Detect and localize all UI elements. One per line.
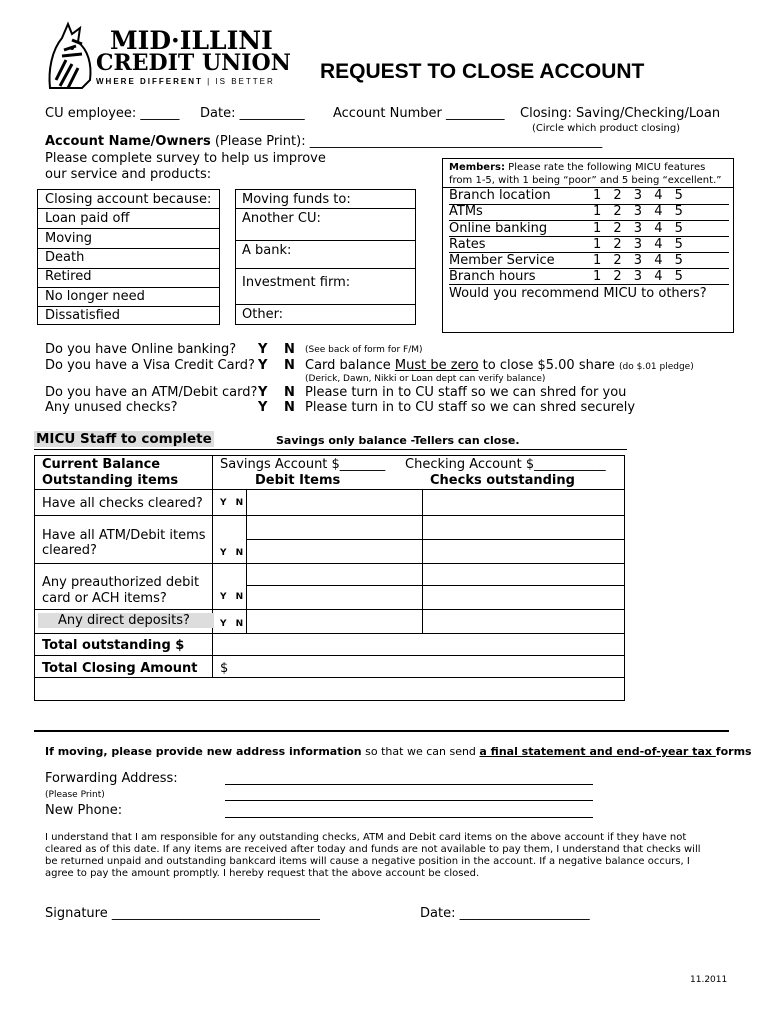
atm-debit-cleared-label1: Have all ATM/Debit items	[42, 528, 206, 543]
moving-note-mid: so that we can send	[361, 745, 480, 758]
date-field[interactable]: Date: __________	[200, 106, 305, 121]
total-closing-dollar[interactable]: $	[220, 661, 229, 676]
moving-funds-header: Moving funds to:	[242, 192, 351, 207]
account-name-label: Account Name/Owners	[45, 134, 211, 149]
account-name-print: (Please Print): _____________________________________________	[210, 134, 603, 149]
reason-moving[interactable]: Moving	[45, 231, 92, 246]
rate-member-service-label: Member Service	[449, 253, 555, 268]
funds-other[interactable]: Other:	[242, 307, 284, 322]
account-number-field[interactable]: Account Number _________	[333, 106, 505, 121]
ratings-members-label: Members:	[449, 162, 505, 173]
logo-name-line1: MID·ILLINI	[110, 26, 273, 55]
checks-cleared-yn[interactable]: Y N	[220, 498, 247, 508]
forwarding-address-line2[interactable]	[225, 786, 593, 801]
logo-tagline-left: WHERE DIFFERENT	[96, 77, 203, 86]
q-online-banking-yn[interactable]: Y N	[258, 342, 295, 357]
ratings-intro-text: Please rate the following MICU features	[504, 162, 706, 173]
please-print-note: (Please Print)	[45, 790, 105, 800]
survey-intro-line1: Please complete survey to help us improve	[45, 151, 326, 166]
card-balance-zero: Must be zero	[394, 358, 479, 373]
rate-rates-scale[interactable]: 1 2 3 4 5	[593, 237, 683, 252]
q-visa-card: Do you have a Visa Credit Card?	[45, 358, 255, 373]
q-atm-debit-note: Please turn in to CU staff so we can shred for you	[305, 385, 627, 400]
q-unused-checks: Any unused checks?	[45, 400, 178, 415]
funds-bank[interactable]: A bank:	[242, 243, 292, 258]
rate-branch-location-scale[interactable]: 1 2 3 4 5	[593, 188, 683, 203]
reason-loan-paid-off[interactable]: Loan paid off	[45, 211, 130, 226]
q-visa-card-note	[305, 358, 694, 373]
current-balance-label: Current Balance	[42, 457, 161, 472]
atm-debit-cleared-yn[interactable]: Y N	[220, 548, 247, 558]
preauthorized-debit-yn[interactable]: Y N	[220, 592, 247, 602]
direct-deposits-yn[interactable]: Y N	[220, 619, 247, 629]
checking-account-field[interactable]: Checking Account $___________	[405, 457, 606, 472]
cu-employee-field[interactable]: CU employee: ______	[45, 106, 180, 121]
recommend-question[interactable]: Would you recommend MICU to others?	[449, 286, 707, 301]
circle-product-note: (Circle which product closing)	[532, 123, 681, 134]
logo-tagline-separator: |	[207, 77, 212, 86]
agreement-line4: agree to pay the amount promptly. I hereby request that the above account be closed.	[45, 868, 480, 879]
outstanding-items-label: Outstanding items	[42, 473, 179, 488]
reason-dissatisfied[interactable]: Dissatisfied	[45, 308, 121, 323]
funds-investment-firm[interactable]: Investment firm:	[242, 275, 351, 290]
logo-name-line2: CREDIT UNION	[96, 50, 291, 76]
agreement-line2: cleared as of this date. If any items are received after today and funds are not available to pay them, I understand that checks will	[45, 844, 701, 855]
agreement-line1: I understand that I am responsible for any outstanding checks, ATM and Debit card items on the above account if they have not	[45, 832, 687, 843]
signature-date-field[interactable]: Date: ____________________	[420, 906, 590, 921]
preauthorized-debit-label2: card or ACH items?	[42, 591, 167, 606]
new-phone-label: New Phone:	[45, 803, 123, 818]
q-visa-card-yn[interactable]: Y N	[258, 358, 295, 373]
forwarding-address-line1[interactable]	[225, 770, 593, 785]
card-balance-pre: Card balance	[305, 358, 395, 373]
atm-debit-cleared-label2: cleared?	[42, 543, 97, 558]
q-unused-checks-note: Please turn in to CU staff so we can shred securely	[305, 400, 636, 415]
q-atm-debit: Do you have an ATM/Debit card?	[45, 385, 258, 400]
ratings-intro-line2: from 1-5, with 1 being “poor” and 5 being “excellent.”	[449, 175, 722, 186]
reason-death[interactable]: Death	[45, 250, 85, 265]
signature-field[interactable]: Signature ________________________________	[45, 906, 320, 921]
rate-online-banking-label: Online banking	[449, 221, 548, 236]
preauthorized-debit-label1: Any preauthorized debit	[42, 575, 200, 590]
rate-atms-scale[interactable]: 1 2 3 4 5	[593, 204, 683, 219]
ratings-intro-line1	[449, 162, 705, 173]
page-title: REQUEST TO CLOSE ACCOUNT	[320, 60, 645, 83]
moving-note-underlined: a final statement and end-of-year tax	[479, 745, 716, 758]
zebra-logo-icon	[42, 20, 98, 90]
savings-only-note: Savings only balance -Tellers can close.	[276, 434, 520, 447]
funds-another-cu[interactable]: Another CU:	[242, 211, 321, 226]
rate-branch-hours-scale[interactable]: 1 2 3 4 5	[593, 269, 683, 284]
forwarding-address-label: Forwarding Address:	[45, 771, 178, 786]
q-online-banking: Do you have Online banking?	[45, 342, 237, 357]
rate-online-banking-scale[interactable]: 1 2 3 4 5	[593, 221, 683, 236]
checks-outstanding-header: Checks outstanding	[430, 473, 575, 488]
form-version: 11.2011	[690, 975, 728, 985]
card-balance-post: to close $5.00 share	[478, 358, 615, 373]
rate-member-service-scale[interactable]: 1 2 3 4 5	[593, 253, 683, 268]
moving-note-bold: If moving, please provide new address information	[45, 745, 362, 758]
new-phone-line[interactable]	[225, 803, 593, 818]
logo-tagline	[96, 77, 275, 86]
closing-reasons-header: Closing account because:	[45, 192, 212, 207]
closing-product-field[interactable]: Closing: Saving/Checking/Loan	[520, 106, 721, 121]
q-online-banking-note: (See back of form for F/M)	[305, 345, 423, 355]
rate-rates-label: Rates	[449, 237, 486, 252]
rate-branch-hours-label: Branch hours	[449, 269, 536, 284]
debit-items-header: Debit Items	[255, 473, 341, 488]
staff-section-header: MICU Staff to complete	[36, 431, 212, 447]
logo-tagline-right: IS BETTER	[215, 77, 275, 86]
reason-retired[interactable]: Retired	[45, 269, 92, 284]
moving-address-note	[45, 745, 752, 758]
checks-cleared-label: Have all checks cleared?	[42, 496, 203, 511]
direct-deposits-label: Any direct deposits?	[38, 613, 214, 628]
pledge-note: (do $.01 pledge)	[619, 362, 694, 372]
q-atm-debit-yn[interactable]: Y N	[258, 385, 295, 400]
savings-account-field[interactable]: Savings Account $_______	[220, 457, 386, 472]
total-closing-label: Total Closing Amount	[42, 661, 198, 676]
q-unused-checks-yn[interactable]: Y N	[258, 400, 295, 415]
verify-balance-note: (Derick, Dawn, Nikki or Loan dept can verify balance)	[305, 374, 546, 384]
agreement-line3: be returned unpaid and outstanding bankcard items will cause a negative position in the account. If a negative balance occurs, I	[45, 856, 690, 867]
rate-branch-location-label: Branch location	[449, 188, 551, 203]
rate-atms-label: ATMs	[449, 204, 483, 219]
account-name-field[interactable]	[45, 134, 602, 149]
reason-no-longer-need[interactable]: No longer need	[45, 289, 145, 304]
survey-intro-line2: our service and products:	[45, 167, 212, 182]
total-outstanding-label: Total outstanding $	[42, 638, 185, 653]
moving-note-end: forms	[715, 745, 752, 758]
